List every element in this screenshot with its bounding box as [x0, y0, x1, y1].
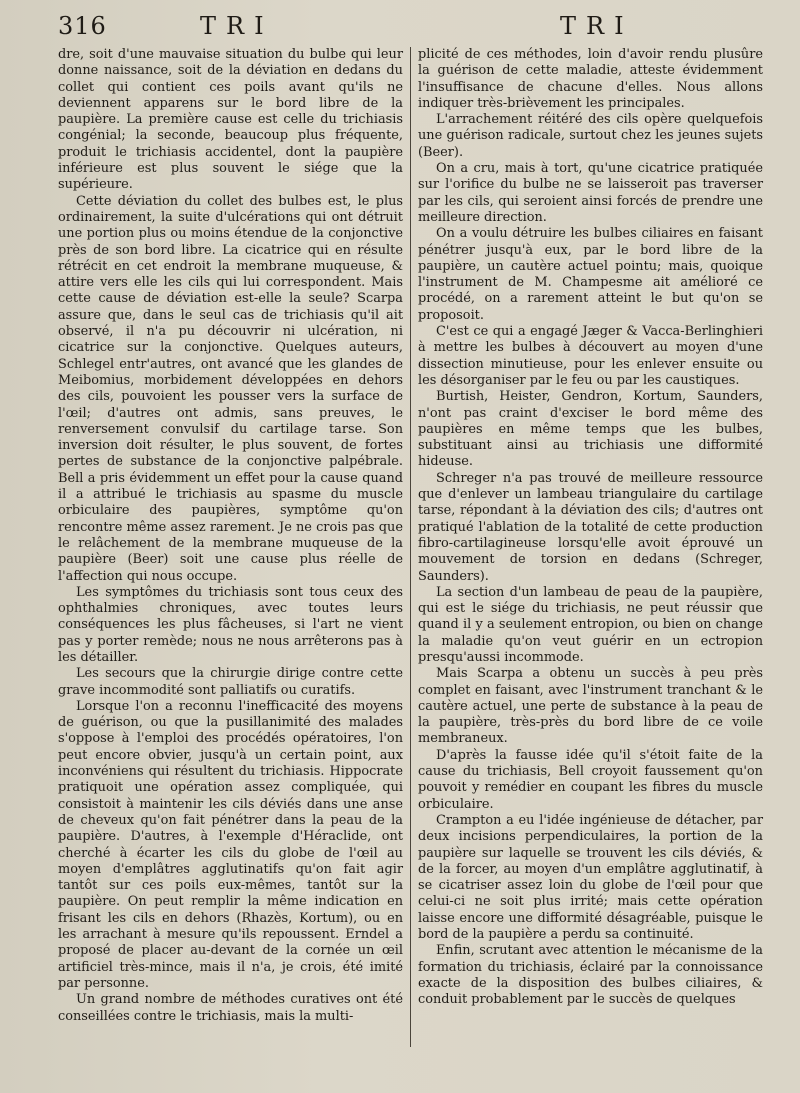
paragraph: Crampton a eu l'idée ingénieuse de détacher, par deux incisions perpendiculaires, la portion de la paupière sur laquelle se trouvent les cils déviés, & de la forcer, au moyen d'un emplâtre agglutinatif, à se cicatriser assez loin du globe de l'œil pour que celui-ci ne soit plus irrité; mais cette opération laisse encore une difformité désagréable, puisque le bord de la paupière a perdu sa continuité.	[418, 812, 763, 943]
running-title-left: TRI	[200, 12, 274, 40]
column-divider	[410, 47, 411, 1047]
running-title-right: TRI	[560, 12, 634, 40]
paragraph: Les secours que la chirurgie dirige contre cette grave incommodité sont palliatifs ou curatifs.	[58, 666, 403, 698]
paragraph: Enfin, scrutant avec attention le mécanisme de la formation du trichiasis, éclairé par la connoissance exacte de la disposition des bulbes ciliaires, & conduit probablement par le succès de quelques	[418, 943, 763, 1008]
paragraph: D'après la fausse idée qu'il s'étoit faite de la cause du trichiasis, Bell croyoit faussement qu'on pouvoit y remédier en coupant les fibres du muscle orbiculaire.	[418, 747, 763, 812]
paragraph: On a cru, mais à tort, qu'une cicatrice pratiquée sur l'orifice du bulbe ne se laisseroit pas traverser par les cils, qui seroient ainsi forcés de prendre une meilleure direction.	[418, 161, 763, 225]
paragraph: Burtish, Heister, Gendron, Kortum, Saunders, n'ont pas craint d'exciser le bord même des paupières en même temps que les bulbes, substituant ainsi au trichiasis une difformité hideuse.	[418, 389, 763, 470]
paragraph: Schreger n'a pas trouvé de meilleure ressource que d'enlever un lambeau triangulaire du cartilage tarse, répondant à la déviation des cils; d'autres ont pratiqué l'ablation de la totalité de cette production fibro-cartilagineuse lorsqu'elle avoit éprouvé un mouvement de torsion en dedans (Schreger, Saunders).	[418, 470, 763, 584]
paragraph: Les symptômes du trichiasis sont tous ceux des ophthalmies chroniques, avec toutes leurs conséquences les plus fâcheuses, si l'art ne vient pas y porter remède; nous ne nous arrêterons pas à les détailler.	[58, 584, 403, 665]
left-column	[58, 47, 403, 1025]
page-header	[0, 12, 800, 44]
paragraph: On a voulu détruire les bulbes ciliaires en faisant pénétrer jusqu'à eux, par le bord libre de la paupière, un cautère actuel pointu; mais, quoique l'instrument de M. Champesme ait amélioré ce procédé, on a rarement atteint le but qu'on se proposoit.	[418, 226, 763, 323]
paragraph: dre, soit d'une mauvaise situation du bulbe qui leur donne naissance, soit de la déviation en dedans du collet qui contient ces poils avant qu'ils ne deviennent apparens sur le bord libre de la paupière. La première cause est celle du trichiasis congénial; la seconde, beaucoup plus fréquente, produit le trichiasis accidentel, dont la paupière inférieure est plus souvent le siége que la supérieure.	[58, 47, 403, 193]
paragraph: L'arrachement réitéré des cils opère quelquefois une guérison radicale, surtout chez les jeunes sujets (Beer).	[418, 112, 763, 160]
paragraph: Cette déviation du collet des bulbes est, le plus ordinairement, la suite d'ulcérations qui ont détruit une portion plus ou moins étendue de la conjonctive près de son bord libre. La cicatrice qui en résulte rétrécit en cet endroit la membrane muqueuse, & attire vers elle les cils qui lui correspondent. Mais cette cause de déviation est-elle la seule? Scarpa assure que, dans le seul cas de trichiasis qu'il ait observé, il n'a pu découvrir ni ulcération, ni cicatrice sur la conjonctive. Quelques auteurs, Schlegel entr'autres, ont avancé que les glandes de Meibomius, morbidement développées en dehors des cils, pouvoient les pousser vers la surface de l'œil; d'autres ont admis, sans preuves, le renversement convulsif du cartilage tarse. Son inversion doit résulter, le plus souvent, de fortes pertes de substance de la conjonctive palpébrale. Bell a pris évidemment un effet pour la cause quand il a attribué le trichiasis au spasme du muscle orbiculaire des paupières, symptôme qu'on rencontre même assez rarement. Je ne crois pas que le relâchement de la membrane muqueuse de la paupière (Beer) soit une cause plus réelle de l'affection qui nous occupe.	[58, 193, 403, 584]
paragraph: plicité de ces méthodes, loin d'avoir rendu plusûre la guérison de cette maladie, atteste évidemment l'insuffisance de chacune d'elles. Nous allons indiquer très-brièvement les principales.	[418, 47, 763, 111]
paragraph: Lorsque l'on a reconnu l'inefficacité des moyens de guérison, ou que la pusillanimité des malades s'oppose à l'emploi des procédés opératoires, l'on peut encore obvier, jusqu'à un certain point, aux inconvéniens qui résultent du trichiasis. Hippocrate pratiquoit une opération assez compliquée, qui consistoit à maintenir les cils déviés dans une anse de cheveux qu'on fait pénétrer dans la peau de la paupière. D'autres, à l'exemple d'Héraclide, ont cherché à écarter les cils du globe de l'œil au moyen d'emplâtres agglutinatifs qu'on fait agir tantôt sur ces poils eux-mêmes, tantôt sur la paupière. On peut remplir la même indication en frisant les cils en dehors (Rhazès, Kortum), ou en les arrachant à mesure qu'ils repoussent. Erndel a proposé de placer au-devant de la cornée un œil artificiel très-mince, mais il n'a, je crois, été imité par personne.	[58, 698, 403, 991]
paragraph: La section d'un lambeau de peau de la paupière, qui est le siége du trichiasis, ne peut réussir que quand il y a seulement entropion, ou bien on change la maladie qu'on veut guérir en un ectropion presqu'aussi incommode.	[418, 584, 763, 665]
page-number: 316	[58, 12, 107, 40]
paragraph: Mais Scarpa a obtenu un succès à peu près complet en faisant, avec l'instrument tranchant & le cautère actuel, une perte de substance à la peau de la paupière, très-près du bord libre de ce voile membraneux.	[418, 666, 763, 747]
paragraph: Un grand nombre de méthodes curatives ont été conseillées contre le trichiasis, mais la multi-	[58, 992, 403, 1024]
right-column	[418, 47, 763, 1009]
paragraph: C'est ce qui a engagé Jæger & Vacca-Berlinghieri à mettre les bulbes à découvert au moyen d'une dissection minutieuse, pour les enlever ensuite ou les désorganiser par le feu ou par les caustiques.	[418, 324, 763, 388]
